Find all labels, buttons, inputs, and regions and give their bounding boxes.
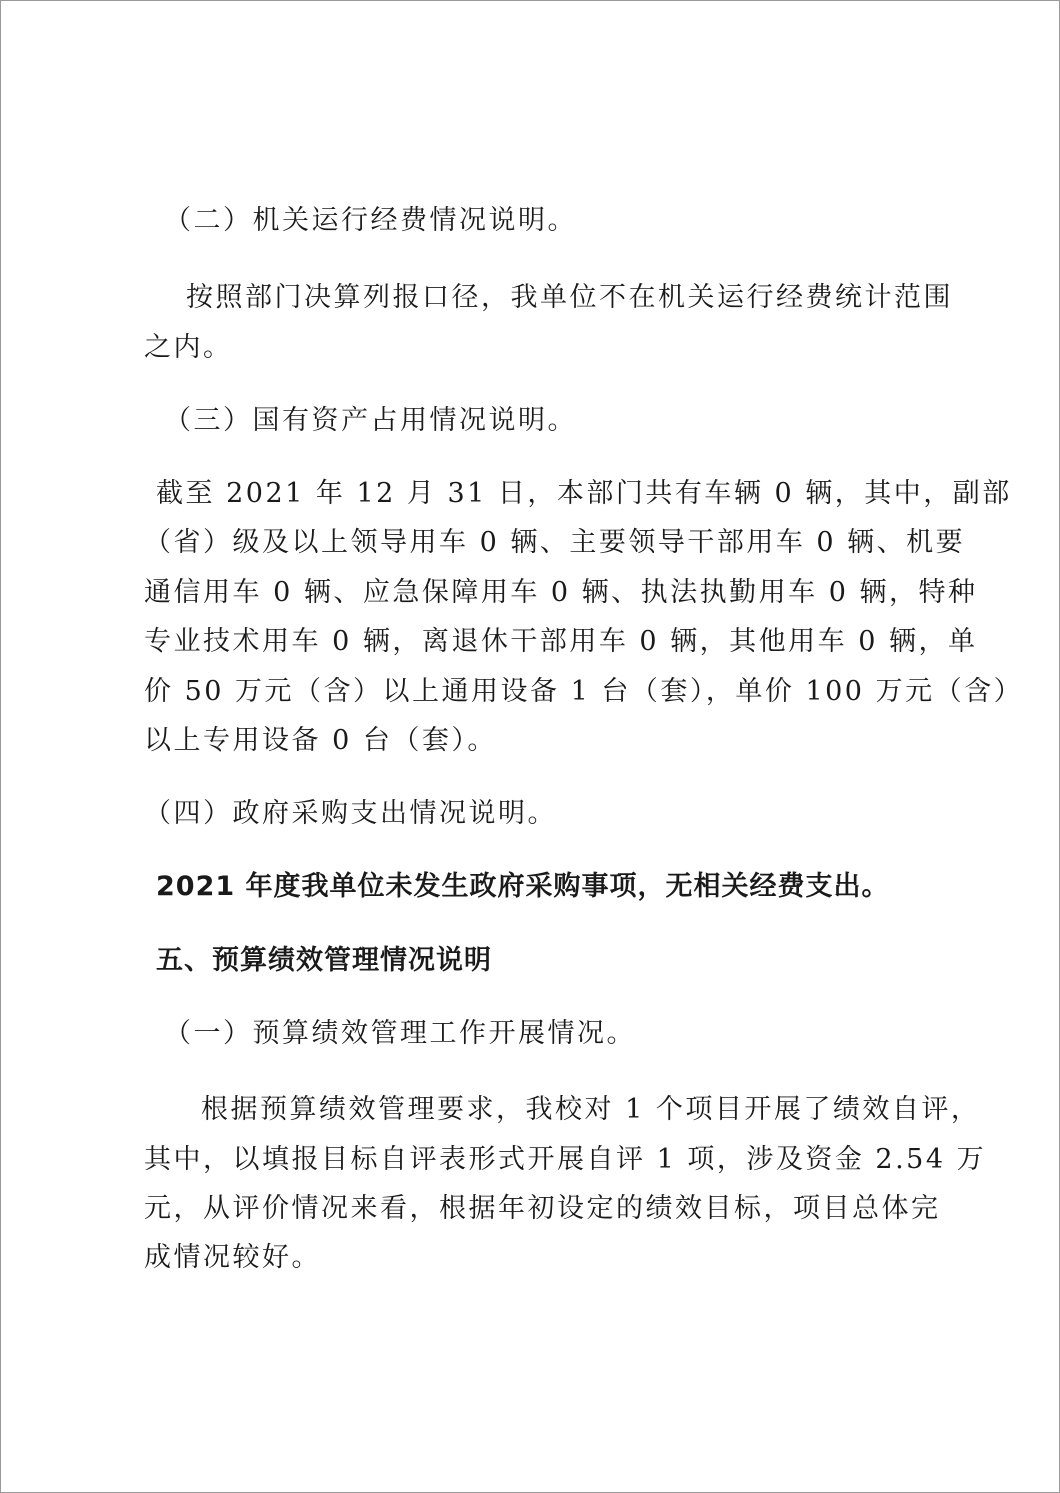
heading-operating-expenses: （二）机关运行经费情况说明。 [164, 205, 577, 236]
paragraph-state-assets-line-2: （省）级及以上领导用车 0 辆、主要领导干部用车 0 辆、机要 [144, 527, 966, 558]
paragraph-performance-line-3: 元，从评价情况来看，根据年初设定的绩效目标，项目总体完 [144, 1193, 941, 1224]
paragraph-performance-line-4: 成情况较好。 [144, 1242, 321, 1273]
paragraph-state-assets-line-1: 截至 2021 年 12 月 31 日，本部门共有车辆 0 辆，其中，副部 [156, 478, 1012, 509]
heading-state-assets: （三）国有资产占用情况说明。 [164, 405, 577, 436]
section-title-budget-performance: 五、预算绩效管理情况说明 [156, 945, 492, 976]
paragraph-state-assets-line-3: 通信用车 0 辆、应急保障用车 0 辆、执法执勤用车 0 辆，特种 [144, 577, 978, 608]
paragraph-state-assets-line-4: 专业技术用车 0 辆，离退休干部用车 0 辆，其他用车 0 辆，单 [144, 626, 978, 657]
paragraph-state-assets-line-5: 价 50 万元（含）以上通用设备 1 台（套），单价 100 万元（含） [144, 676, 1024, 707]
paragraph-state-assets-line-6: 以上专用设备 0 台（套）。 [144, 725, 497, 756]
heading-government-procurement: （四）政府采购支出情况说明。 [144, 798, 557, 829]
paragraph-operating-expenses-line-2: 之内。 [144, 332, 233, 363]
paragraph-performance-line-1: 根据预算绩效管理要求，我校对 1 个项目开展了绩效自评， [201, 1094, 981, 1125]
paragraph-performance-line-2: 其中，以填报目标自评表形式开展自评 1 项，涉及资金 2.54 万 [144, 1144, 987, 1175]
paragraph-operating-expenses-line-1: 按照部门决算列报口径，我单位不在机关运行经费统计范围 [186, 282, 953, 313]
paragraph-government-procurement: 2021 年度我单位未发生政府采购事项，无相关经费支出。 [156, 871, 890, 902]
heading-performance-work: （一）预算绩效管理工作开展情况。 [164, 1018, 636, 1049]
